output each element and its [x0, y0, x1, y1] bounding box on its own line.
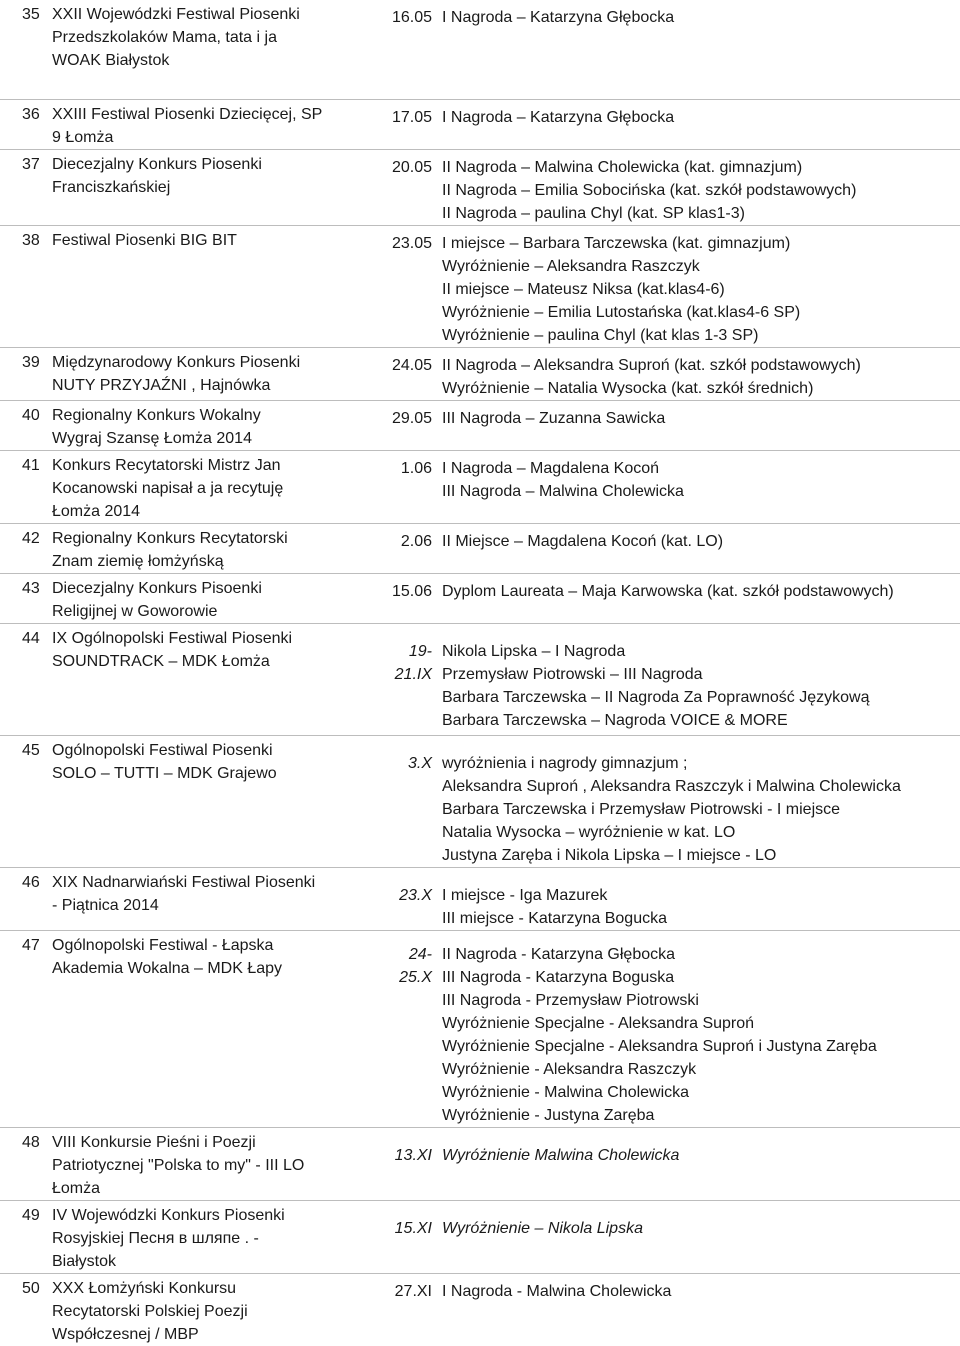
event-name — [46, 1200, 376, 1273]
row-number: 50 — [0, 1273, 46, 1346]
event-date: 19-21.IX — [376, 623, 438, 735]
award-line: II Nagroda – Emilia Sobocińska (kat. szkół podstawowych) — [442, 181, 857, 199]
event-name-line: - Piątnica 2014 — [52, 896, 159, 914]
event-name-line: Ogólnopolski Festiwal - Łapska — [52, 936, 274, 954]
row-number: 46 — [0, 867, 46, 930]
award-list — [438, 99, 960, 149]
award-list — [438, 1273, 960, 1346]
event-name-line: NUTY PRZYJAŹNI , Hajnówka — [52, 376, 271, 394]
event-name-line: XXIII Festiwal Piosenki Dziecięcej, SP — [52, 105, 323, 123]
award-line: I Nagroda – Katarzyna Głębocka — [442, 108, 675, 126]
row-number: 37 — [0, 149, 46, 225]
event-date: 13.XI — [376, 1127, 438, 1200]
event-name-line: Przedszkolaków Mama, tata i ja — [52, 29, 277, 46]
award-line: II Nagroda – paulina Chyl (kat. SP klas1-3) — [442, 204, 745, 222]
event-name-line: IV Wojewódzki Konkurs Piosenki — [52, 1206, 285, 1224]
award-line: Natalia Wysocka – wyróżnienie w kat. LO — [442, 823, 736, 841]
event-name — [46, 149, 376, 225]
award-line: Barbara Tarczewska – II Nagroda Za Poprawność Językową — [442, 688, 870, 706]
event-name — [46, 450, 376, 523]
row-number: 44 — [0, 623, 46, 735]
event-name-line: Franciszkańskiej — [52, 178, 171, 196]
event-name-line: Recytatorski Polskiej Poezji — [52, 1302, 248, 1320]
event-name-line: Wygraj Szansę Łomża 2014 — [52, 429, 252, 447]
event-date: 23.X — [376, 867, 438, 930]
table-row — [0, 523, 960, 573]
award-line: Wyróżnienie – Nikola Lipska — [442, 1219, 643, 1237]
award-line: I Nagroda – Katarzyna Głębocka — [442, 9, 675, 26]
table-row — [0, 930, 960, 1127]
award-line: II Nagroda - Katarzyna Głębocka — [442, 945, 676, 963]
award-line: Dyplom Laureata – Maja Karwowska (kat. szkół podstawowych) — [442, 582, 894, 600]
event-name — [46, 623, 376, 735]
event-date: 24-25.X — [376, 930, 438, 1127]
event-name-line: Rosyjskiej Песня в шляпе . - — [52, 1229, 259, 1247]
event-name — [46, 1273, 376, 1346]
award-line: I miejsce – Barbara Tarczewska (kat. gimnazjum) — [442, 234, 791, 252]
award-list — [438, 450, 960, 523]
award-list — [438, 867, 960, 930]
table-row — [0, 623, 960, 735]
event-name-line: Regionalny Konkurs Recytatorski — [52, 529, 288, 547]
row-number: 42 — [0, 523, 46, 573]
award-line: Wyróżnienie - Aleksandra Raszczyk — [442, 1060, 697, 1078]
award-list — [438, 623, 960, 735]
event-name-line: Religijnej w Goworowie — [52, 602, 218, 620]
event-name-line: 9 Łomża — [52, 128, 114, 146]
table-row — [0, 1127, 960, 1200]
table-row — [0, 149, 960, 225]
award-list — [438, 149, 960, 225]
event-date: 1.06 — [376, 450, 438, 523]
event-name-line: WOAK Białystok — [52, 52, 170, 69]
event-name — [46, 225, 376, 347]
row-number: 45 — [0, 735, 46, 867]
table-row — [0, 1200, 960, 1273]
award-list — [438, 523, 960, 573]
award-line: Barbara Tarczewska – Nagroda VOICE & MORE — [442, 711, 788, 729]
table-row — [0, 735, 960, 867]
award-line: I miejsce - Iga Mazurek — [442, 886, 608, 904]
event-name-line: Diecezjalny Konkurs Pisoenki — [52, 579, 262, 597]
award-line: Przemysław Piotrowski – III Nagroda — [442, 665, 703, 683]
event-date: 17.05 — [376, 99, 438, 149]
row-number: 43 — [0, 573, 46, 623]
award-line: Nikola Lipska – I Nagroda — [442, 642, 626, 660]
table-row — [0, 450, 960, 523]
event-date: 15.XI — [376, 1200, 438, 1273]
event-name — [46, 400, 376, 450]
event-date: 20.05 — [376, 149, 438, 225]
table-row — [0, 867, 960, 930]
award-line: II Nagroda – Malwina Cholewicka (kat. gimnazjum) — [442, 158, 803, 176]
event-name — [46, 1127, 376, 1200]
event-name-line: XIX Nadnarwiański Festiwal Piosenki — [52, 873, 316, 891]
event-name — [46, 573, 376, 623]
award-list — [438, 225, 960, 347]
table-row — [0, 99, 960, 149]
event-name — [46, 930, 376, 1127]
event-date: 16.05 — [391, 9, 432, 26]
award-line: II Miejsce – Magdalena Kocoń (kat. LO) — [442, 532, 724, 550]
table-row — [0, 0, 960, 99]
event-name-line: Diecezjalny Konkurs Piosenki — [52, 155, 262, 173]
row-number: 40 — [0, 400, 46, 450]
event-name-line: Regionalny Konkurs Wokalny — [52, 406, 261, 424]
event-name-line: Akademia Wokalna – MDK Łapy — [52, 959, 283, 977]
event-name-line: SOUNDTRACK – MDK Łomża — [52, 652, 270, 670]
event-name-line: XXX Łomżyński Konkursu — [52, 1279, 237, 1297]
award-line: I Nagroda – Magdalena Kocoń — [442, 459, 660, 477]
award-list — [438, 1200, 960, 1273]
event-date: 2.06 — [376, 523, 438, 573]
event-name — [46, 347, 376, 400]
event-date: 27.XI — [376, 1273, 438, 1346]
award-line: III miejsce - Katarzyna Bogucka — [442, 909, 667, 927]
award-line: Aleksandra Suproń , Aleksandra Raszczyk i Malwina Cholewicka — [442, 777, 901, 795]
event-name — [46, 523, 376, 573]
row-number: 48 — [0, 1127, 46, 1200]
event-date: 29.05 — [376, 400, 438, 450]
award-list — [438, 1127, 960, 1200]
event-name-line: VIII Konkursie Pieśni i Poezji — [52, 1133, 256, 1151]
event-name-line: Patriotycznej "Polska to my" - III LO — [52, 1156, 305, 1174]
award-line: Wyróżnienie Specjalne - Aleksandra Suproń i Justyna Zaręba — [442, 1037, 877, 1055]
event-date: 23.05 — [376, 225, 438, 347]
event-name-line: IX Ogólnopolski Festiwal Piosenki — [52, 629, 293, 647]
row-number: 38 — [0, 225, 46, 347]
award-line: wyróżnienia i nagrody gimnazjum ; — [442, 754, 688, 772]
event-name-line: Współczesnej / MBP — [52, 1325, 199, 1343]
event-name-line: Znam ziemię łomżyńską — [52, 552, 224, 570]
table-row — [0, 347, 960, 400]
event-name — [46, 0, 376, 99]
row-number: 47 — [0, 930, 46, 1127]
event-name-line: Łomża — [52, 1179, 101, 1197]
award-line: Justyna Zaręba i Nikola Lipska – I miejsce - LO — [442, 846, 777, 864]
award-list — [438, 735, 960, 867]
award-list — [438, 573, 960, 623]
row-number: 41 — [0, 450, 46, 523]
award-line: Wyróżnienie - Justyna Zaręba — [442, 1106, 655, 1124]
award-line: Wyróżnienie – Emilia Lutostańska (kat.klas4-6 SP) — [442, 303, 801, 321]
award-line: III Nagroda - Katarzyna Boguska — [442, 968, 675, 986]
award-list — [438, 930, 960, 1127]
event-name-line: Festiwal Piosenki BIG BIT — [52, 231, 237, 249]
row-number: 36 — [0, 99, 46, 149]
event-name — [46, 867, 376, 930]
award-line: Wyróżnienie Specjalne - Aleksandra Suproń — [442, 1014, 755, 1032]
event-name-line: Ogólnopolski Festiwal Piosenki — [52, 741, 273, 759]
event-name — [46, 99, 376, 149]
award-line: Wyróżnienie – Aleksandra Raszczyk — [442, 257, 700, 275]
award-line: Wyróżnienie – Natalia Wysocka (kat. szkół średnich) — [442, 379, 814, 397]
event-name-line: Międzynarodowy Konkurs Piosenki — [52, 353, 301, 371]
award-line: III Nagroda – Malwina Cholewicka — [442, 482, 684, 500]
event-name-line: XXII Wojewódzki Festiwal Piosenki — [52, 6, 300, 23]
award-line: I Nagroda - Malwina Cholewicka — [442, 1282, 672, 1300]
row-number: 39 — [0, 347, 46, 400]
event-name-line: Konkurs Recytatorski Mistrz Jan — [52, 456, 281, 474]
award-line: II Nagroda – Aleksandra Suproń (kat. szkół podstawowych) — [442, 356, 861, 374]
event-name-line: Kocanowski napisał a ja recytuję — [52, 479, 284, 497]
event-name-line: Białystok — [52, 1252, 117, 1270]
event-date: 15.06 — [376, 573, 438, 623]
table-row — [0, 1273, 960, 1346]
event-date: 3.X — [376, 735, 438, 867]
row-number: 49 — [0, 1200, 46, 1273]
award-list — [438, 0, 960, 99]
event-name-line: Łomża 2014 — [52, 502, 141, 520]
award-line: Wyróżnienie Malwina Cholewicka — [442, 1146, 680, 1164]
event-name-line: SOLO – TUTTI – MDK Grajewo — [52, 764, 277, 782]
award-list — [438, 347, 960, 400]
table-row — [0, 573, 960, 623]
award-list — [438, 400, 960, 450]
table-row — [0, 225, 960, 347]
row-number: 35 — [22, 6, 40, 23]
award-line: II miejsce – Mateusz Niksa (kat.klas4-6) — [442, 280, 725, 298]
table-row — [0, 400, 960, 450]
event-name — [46, 735, 376, 867]
award-line: Wyróżnienie - Malwina Cholewicka — [442, 1083, 690, 1101]
award-line: III Nagroda - Przemysław Piotrowski — [442, 991, 699, 1009]
award-line: Barbara Tarczewska i Przemysław Piotrowski - I miejsce — [442, 800, 841, 818]
award-line: III Nagroda – Zuzanna Sawicka — [442, 409, 666, 427]
award-line: Wyróżnienie – paulina Chyl (kat klas 1-3 SP) — [442, 326, 759, 344]
event-date: 24.05 — [376, 347, 438, 400]
